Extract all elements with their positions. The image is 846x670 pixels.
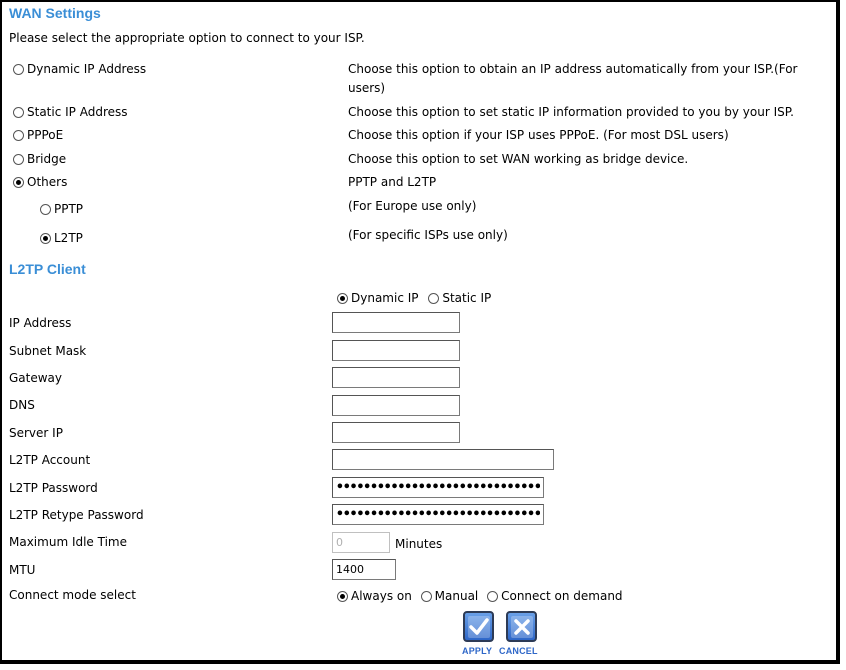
radio-pptp[interactable] — [40, 204, 51, 215]
connect-mode-always-on[interactable] — [337, 589, 412, 603]
wan-option-desc-continued: users) — [348, 81, 386, 95]
radio-manual[interactable] — [421, 591, 432, 602]
wan-intro-text: Please select the appropriate option to connect to your ISP. — [9, 31, 365, 45]
ip-address-input[interactable] — [332, 312, 460, 333]
connect-mode-option-label: Connect on demand — [501, 589, 623, 603]
wan-option-static-ip[interactable] — [13, 105, 128, 121]
subnet-mask-label: Subnet Mask — [9, 344, 87, 358]
checkmark-icon — [467, 615, 491, 639]
l2tp-password-input[interactable] — [332, 477, 544, 498]
wan-suboption-desc: (For specific ISPs use only) — [348, 228, 508, 242]
radio-others[interactable] — [13, 177, 24, 188]
cancel-button-label[interactable]: CANCEL — [499, 646, 538, 656]
radio-bridge[interactable] — [13, 154, 24, 165]
radio-pppoe[interactable] — [13, 130, 24, 141]
wan-option-bridge[interactable] — [13, 152, 66, 168]
wan-option-label: Dynamic IP Address — [27, 62, 147, 76]
radio-connect-on-demand[interactable] — [487, 591, 498, 602]
max-idle-time-label: Maximum Idle Time — [9, 535, 127, 549]
wan-suboption-pptp[interactable] — [40, 202, 83, 218]
wan-option-desc: Choose this option if your ISP uses PPPoE. (For most DSL users) — [348, 128, 729, 142]
wan-suboption-desc: (For Europe use only) — [348, 199, 477, 213]
wan-suboption-label: L2TP — [54, 231, 83, 245]
l2tp-retype-password-label: L2TP Retype Password — [9, 508, 144, 522]
wan-option-label: Static IP Address — [27, 105, 128, 119]
wan-option-pppoe[interactable] — [13, 128, 63, 144]
connect-mode-group — [337, 589, 623, 605]
l2tp-client-title: L2TP Client — [9, 261, 86, 277]
ip-mode-label: Static IP — [442, 291, 492, 305]
l2tp-password-label: L2TP Password — [9, 481, 98, 495]
server-ip-input[interactable] — [332, 422, 460, 443]
wan-settings-title: WAN Settings — [9, 5, 101, 21]
radio-ip-mode-dynamic[interactable] — [337, 293, 348, 304]
l2tp-account-label: L2TP Account — [9, 453, 91, 467]
wan-suboption-l2tp[interactable] — [40, 231, 83, 247]
ip-mode-static[interactable] — [428, 291, 491, 305]
connect-mode-option-label: Always on — [351, 589, 412, 603]
ip-mode-label: Dynamic IP — [351, 291, 419, 305]
gateway-label: Gateway — [9, 371, 63, 385]
cancel-button[interactable] — [506, 611, 537, 642]
ip-mode-group — [337, 291, 491, 307]
mtu-label: MTU — [9, 563, 36, 577]
ip-mode-dynamic[interactable] — [337, 291, 419, 305]
l2tp-retype-password-input[interactable] — [332, 504, 544, 525]
wan-option-label: PPPoE — [27, 128, 64, 142]
max-idle-time-unit: Minutes — [395, 537, 443, 551]
dns-input[interactable] — [332, 395, 460, 416]
wan-option-desc: PPTP and L2TP — [348, 175, 437, 189]
wan-suboption-label: PPTP — [54, 202, 84, 216]
x-icon — [510, 615, 534, 639]
radio-ip-mode-static[interactable] — [428, 293, 439, 304]
max-idle-time-input[interactable] — [332, 532, 390, 553]
radio-l2tp[interactable] — [40, 233, 51, 244]
wan-option-label: Others — [27, 175, 68, 189]
wan-option-desc: Choose this option to set static IP information provided to you by your ISP. — [348, 105, 794, 119]
connect-mode-label: Connect mode select — [9, 588, 136, 602]
apply-button[interactable] — [463, 611, 494, 642]
radio-always-on[interactable] — [337, 591, 348, 602]
radio-static-ip[interactable] — [13, 107, 24, 118]
ip-address-label: IP Address — [9, 316, 72, 330]
dns-label: DNS — [9, 398, 35, 412]
connect-mode-manual[interactable] — [421, 589, 479, 603]
apply-button-label[interactable]: APPLY — [462, 646, 493, 656]
wan-option-desc: Choose this option to set WAN working as bridge device. — [348, 152, 689, 166]
subnet-mask-input[interactable] — [332, 340, 460, 361]
radio-dynamic-ip[interactable] — [13, 64, 24, 75]
wan-option-label: Bridge — [27, 152, 67, 166]
connect-mode-option-label: Manual — [434, 589, 479, 603]
server-ip-label: Server IP — [9, 426, 63, 440]
wan-option-dynamic-ip[interactable] — [13, 62, 146, 78]
wan-option-desc: Choose this option to obtain an IP address automatically from your ISP.(For — [348, 62, 798, 76]
connect-mode-on-demand[interactable] — [487, 589, 622, 603]
gateway-input[interactable] — [332, 367, 460, 388]
wan-option-others[interactable] — [13, 175, 67, 191]
mtu-input[interactable] — [332, 559, 396, 580]
l2tp-account-input[interactable] — [332, 449, 554, 470]
